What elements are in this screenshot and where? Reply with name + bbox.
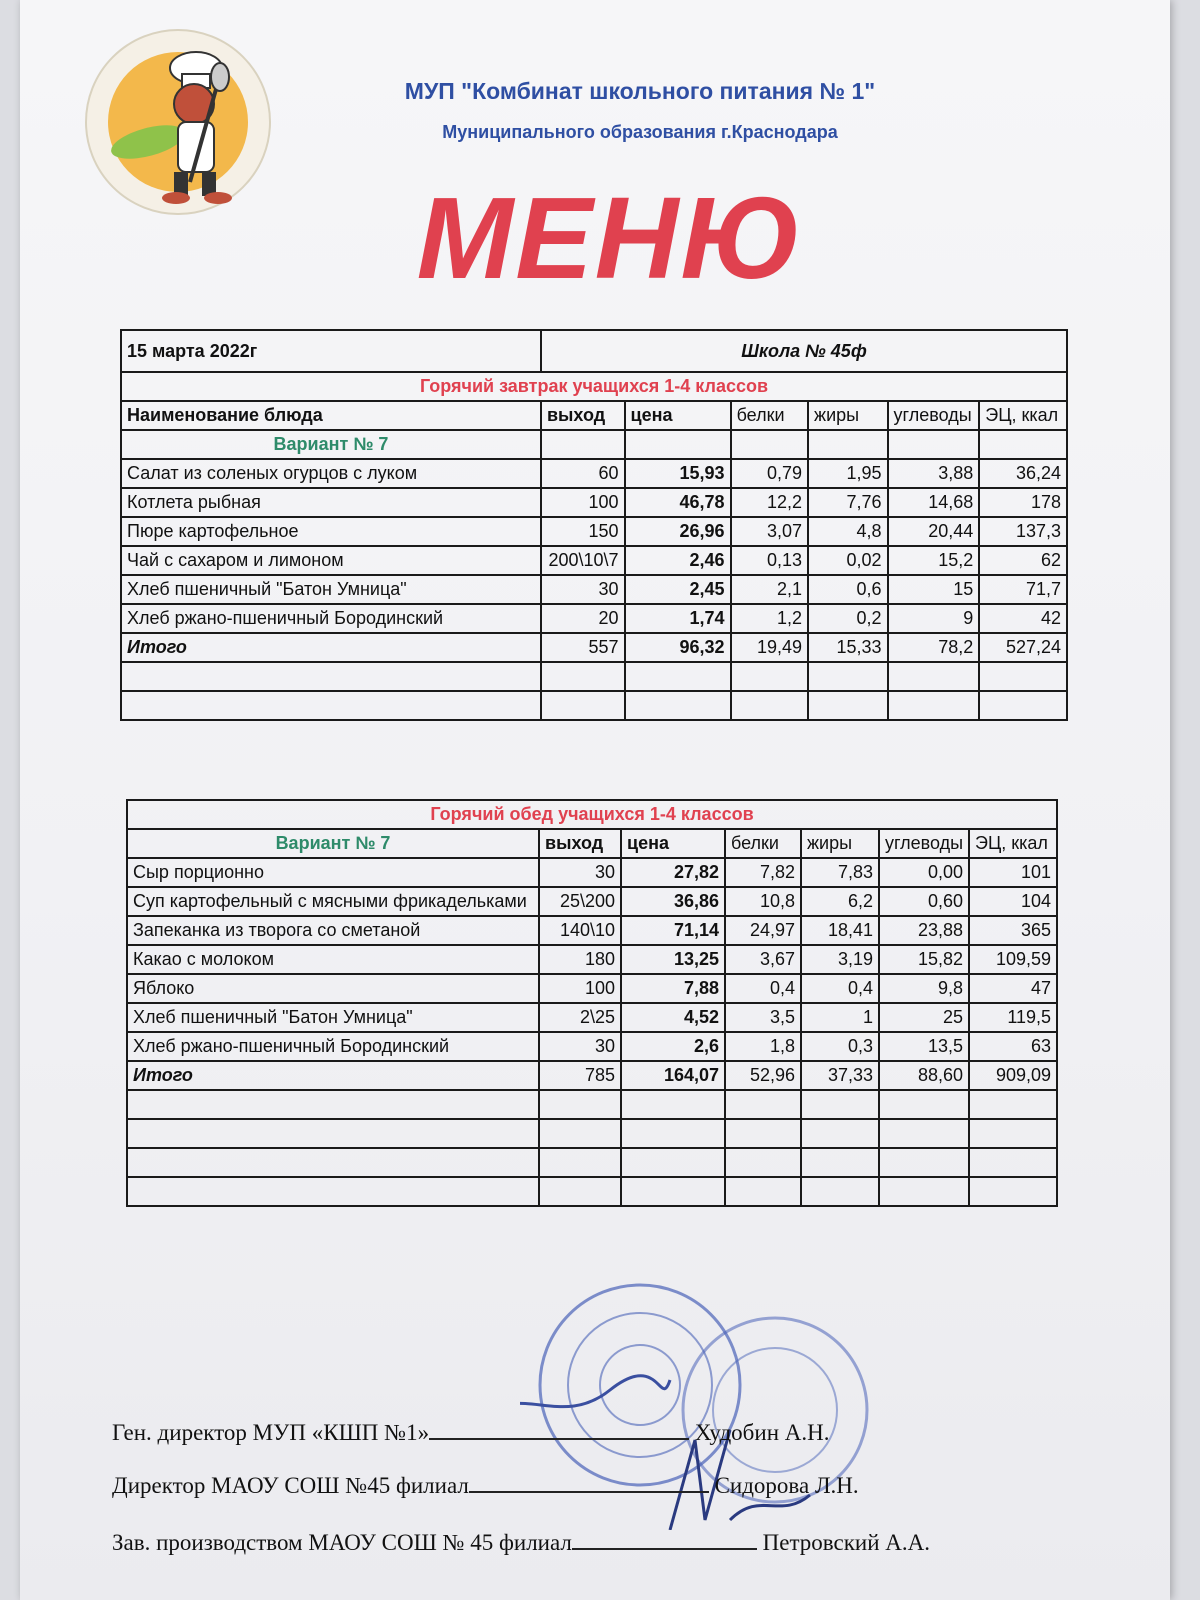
breakfast-rows [121, 459, 1067, 633]
cell-value: 200\10\7 [541, 546, 625, 575]
cell-value: 71,14 [621, 916, 725, 945]
cell-value: 104 [969, 887, 1057, 916]
cell-value: 0,4 [801, 974, 879, 1003]
cell-value: 2\25 [539, 1003, 621, 1032]
cell-value: 20 [541, 604, 625, 633]
col-protein: белки [731, 401, 808, 430]
cell-value: 15 [888, 575, 980, 604]
cell-value: 150 [541, 517, 625, 546]
variant-label: Вариант № 7 [121, 430, 541, 459]
lunch-title: Горячий обед учащихся 1-4 классов [127, 800, 1057, 829]
cell-value: 0,3 [801, 1032, 879, 1061]
cell-value: 178 [979, 488, 1067, 517]
breakfast-table [120, 329, 1068, 721]
cell-value: 9,8 [879, 974, 969, 1003]
cell-value: 30 [539, 858, 621, 887]
cell-value: 62 [979, 546, 1067, 575]
cell-value: 42 [979, 604, 1067, 633]
cell-value: 46,78 [625, 488, 731, 517]
cell-value: 1,2 [731, 604, 808, 633]
cell-value: 7,76 [808, 488, 888, 517]
cell-value: 3,19 [801, 945, 879, 974]
total-row: Итого 785 164,07 52,96 37,33 88,60 909,09 [127, 1061, 1057, 1090]
cell-value: 109,59 [969, 945, 1057, 974]
cell-value: 0,4 [725, 974, 801, 1003]
col-fat: жиры [801, 829, 879, 858]
cell-value: 1,8 [725, 1032, 801, 1061]
cell-value: 180 [539, 945, 621, 974]
dish-name: Суп картофельный с мясными фрикадельками [127, 887, 539, 916]
school-name: Школа № 45ф [541, 330, 1067, 372]
table-row [121, 488, 1067, 517]
table-header [121, 401, 1067, 430]
variant-label: Вариант № 7 [127, 829, 539, 858]
cell-value: 15,82 [879, 945, 969, 974]
cell-value: 2,1 [731, 575, 808, 604]
cell-value: 119,5 [969, 1003, 1057, 1032]
table-header [127, 829, 1057, 858]
cell-value: 3,07 [731, 517, 808, 546]
col-yield: выход [541, 401, 625, 430]
cell-value: 0,02 [808, 546, 888, 575]
company-logo [78, 22, 278, 222]
cell-value: 63 [969, 1032, 1057, 1061]
cell-value: 7,82 [725, 858, 801, 887]
cell-value: 60 [541, 459, 625, 488]
cell-value: 0,79 [731, 459, 808, 488]
dish-name: Яблоко [127, 974, 539, 1003]
cell-value: 36,24 [979, 459, 1067, 488]
lunch-rows [127, 858, 1057, 1061]
signature-director-mup: Ген. директор МУП «КШП №1» Худобин А.Н. [112, 1420, 830, 1445]
chef-icon [78, 22, 278, 222]
table-row [121, 546, 1067, 575]
cell-value: 3,67 [725, 945, 801, 974]
cell-value: 30 [539, 1032, 621, 1061]
dish-name: Пюре картофельное [121, 517, 541, 546]
col-protein: белки [725, 829, 801, 858]
cell-value: 27,82 [621, 858, 725, 887]
dish-name: Сыр порционно [127, 858, 539, 887]
table-row [127, 945, 1057, 974]
cell-value: 20,44 [888, 517, 980, 546]
menu-date: 15 марта 2022г [121, 330, 541, 372]
organization-name: МУП "Комбинат школьного питания № 1" [404, 78, 876, 104]
table-row [127, 916, 1057, 945]
cell-value: 3,88 [888, 459, 980, 488]
dish-name: Хлеб ржано-пшеничный Бородинский [127, 1032, 539, 1061]
cell-value: 26,96 [625, 517, 731, 546]
dish-name: Хлеб пшеничный "Батон Умница" [127, 1003, 539, 1032]
cell-value: 4,8 [808, 517, 888, 546]
total-row: Итого 557 96,32 19,49 15,33 78,2 527,24 [121, 633, 1067, 662]
col-price: цена [625, 401, 731, 430]
cell-value: 12,2 [731, 488, 808, 517]
table-row [127, 1032, 1057, 1061]
cell-value: 1,74 [625, 604, 731, 633]
dish-name: Чай с сахаром и лимоном [121, 546, 541, 575]
table-row [127, 974, 1057, 1003]
dish-name: Хлеб пшеничный "Батон Умница" [121, 575, 541, 604]
cell-value: 30 [541, 575, 625, 604]
cell-value: 4,52 [621, 1003, 725, 1032]
table-row [121, 575, 1067, 604]
table-row [121, 517, 1067, 546]
table-row [121, 459, 1067, 488]
col-name: Наименование блюда [121, 401, 541, 430]
lunch-table [126, 799, 1058, 1207]
cell-value: 0,00 [879, 858, 969, 887]
cell-value: 0,2 [808, 604, 888, 633]
cell-value: 71,7 [979, 575, 1067, 604]
cell-value: 47 [969, 974, 1057, 1003]
cell-value: 14,68 [888, 488, 980, 517]
cell-value: 36,86 [621, 887, 725, 916]
cell-value: 0,6 [808, 575, 888, 604]
col-carbs: углеводы [888, 401, 980, 430]
cell-value: 3,5 [725, 1003, 801, 1032]
col-carbs: углеводы [879, 829, 969, 858]
cell-value: 25\200 [539, 887, 621, 916]
page-title: МЕНЮ [416, 173, 804, 303]
cell-value: 10,8 [725, 887, 801, 916]
signature-production-head: Зав. производством МАОУ СОШ № 45 филиал Петровский А.А. [112, 1530, 930, 1555]
col-fat: жиры [808, 401, 888, 430]
cell-value: 101 [969, 858, 1057, 887]
cell-value: 13,25 [621, 945, 725, 974]
table-row [127, 1003, 1057, 1032]
col-energy: ЭЦ, ккал [969, 829, 1057, 858]
cell-value: 0,13 [731, 546, 808, 575]
cell-value: 100 [541, 488, 625, 517]
cell-value: 137,3 [979, 517, 1067, 546]
cell-value: 9 [888, 604, 980, 633]
cell-value: 7,88 [621, 974, 725, 1003]
dish-name: Какао с молоком [127, 945, 539, 974]
cell-value: 18,41 [801, 916, 879, 945]
dish-name: Запеканка из творога со сметаной [127, 916, 539, 945]
breakfast-title: Горячий завтрак учащихся 1-4 классов [121, 372, 1067, 401]
cell-value: 2,45 [625, 575, 731, 604]
cell-value: 2,6 [621, 1032, 725, 1061]
dish-name: Салат из соленых огурцов с луком [121, 459, 541, 488]
cell-value: 365 [969, 916, 1057, 945]
cell-value: 1 [801, 1003, 879, 1032]
cell-value: 100 [539, 974, 621, 1003]
signature-director-school: Директор МАОУ СОШ №45 филиал Сидорова Л.Н. [112, 1473, 859, 1498]
cell-value: 13,5 [879, 1032, 969, 1061]
table-row [127, 887, 1057, 916]
col-yield: выход [539, 829, 621, 858]
cell-value: 7,83 [801, 858, 879, 887]
cell-value: 15,2 [888, 546, 980, 575]
cell-value: 25 [879, 1003, 969, 1032]
col-price: цена [621, 829, 725, 858]
col-energy: ЭЦ, ккал [979, 401, 1067, 430]
cell-value: 15,93 [625, 459, 731, 488]
cell-value: 0,60 [879, 887, 969, 916]
cell-value: 2,46 [625, 546, 731, 575]
table-row [121, 604, 1067, 633]
cell-value: 24,97 [725, 916, 801, 945]
cell-value: 6,2 [801, 887, 879, 916]
municipality-name: Муниципального образования г.Краснодара [442, 122, 838, 142]
dish-name: Котлета рыбная [121, 488, 541, 517]
table-row [127, 858, 1057, 887]
cell-value: 1,95 [808, 459, 888, 488]
cell-value: 23,88 [879, 916, 969, 945]
dish-name: Хлеб ржано-пшеничный Бородинский [121, 604, 541, 633]
cell-value: 140\10 [539, 916, 621, 945]
